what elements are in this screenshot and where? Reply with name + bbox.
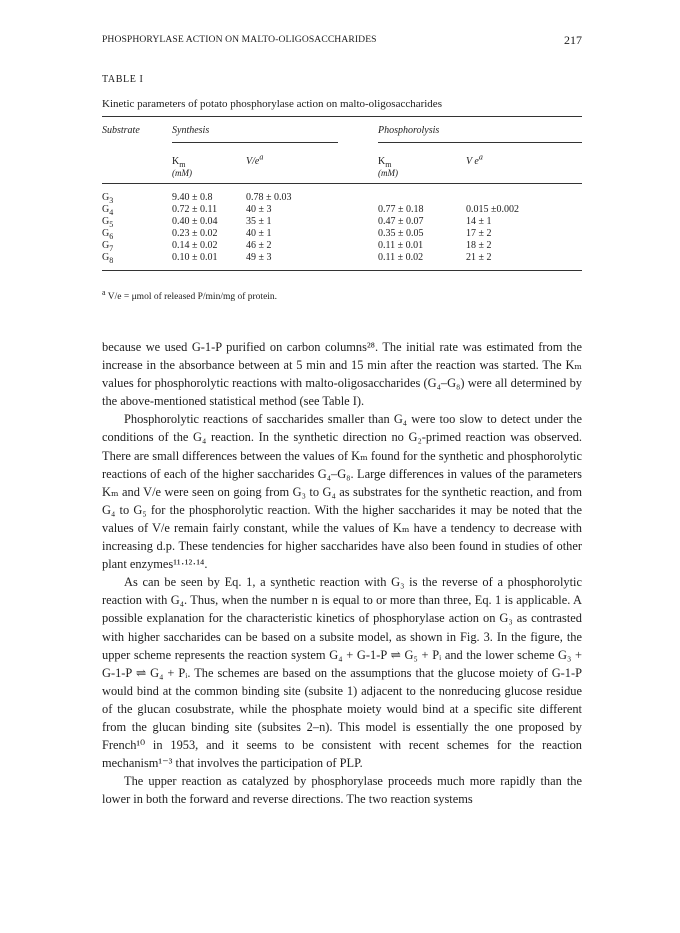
ve-synthesis-cell: 46 ± 2 — [246, 240, 272, 251]
table-row — [102, 240, 582, 252]
km-phosphorolysis-cell: 0.11 ± 0.02 — [378, 252, 424, 263]
km-synthesis-cell: 0.10 ± 0.01 — [172, 252, 218, 263]
km-phosphorolysis-cell: 0.11 ± 0.01 — [378, 240, 424, 251]
paragraph: because we used G-1-P purified on carbon columns²⁸. The initial rate was estimated from the increase in the absorbance between at 5 min and 15 min after the reaction was started. The Kₘ values for phosphorolytic reactions with malto-oligosaccharides (G₄–G₈) were all determined by the above-mentioned statistical method (see Table I). — [102, 340, 582, 409]
ve-synthesis-cell: 49 ± 3 — [246, 252, 272, 263]
synthesis-rule — [172, 142, 338, 143]
km-synthesis-header: $K_m$ — [172, 156, 186, 169]
km-synthesis-cell: 0.23 ± 0.02 — [172, 228, 218, 239]
table-row — [102, 204, 582, 216]
km-synthesis-cell: 9.40 ± 0.8 — [172, 192, 213, 203]
phosphorolysis-rule — [378, 142, 582, 143]
substrate-cell: $G_8$ — [102, 252, 114, 265]
ve-synthesis-header: $V/e^a$ — [246, 152, 264, 167]
substrate-cell: $G_4$ — [102, 204, 114, 217]
table-label: TABLE I — [102, 74, 144, 85]
table-caption: Kinetic parameters of potato phosphorylase action on malto-oligosaccharides — [102, 98, 442, 110]
km-phosphorolysis-unit: (mM) — [378, 168, 398, 178]
ve-synthesis-cell: 40 ± 3 — [246, 204, 272, 215]
table-row — [102, 192, 582, 204]
paragraph: The upper reaction as catalyzed by phosphorylase proceeds much more rapidly than the lower in both the forward and reverse directions. The two reaction systems — [102, 774, 582, 807]
synthesis-header: Synthesis — [172, 125, 210, 136]
km-phosphorolysis-header: $K_m$ — [378, 156, 392, 169]
page-number: 217 — [564, 33, 582, 47]
substrate-header: Substrate — [102, 125, 140, 136]
km-phosphorolysis-cell: 0.77 ± 0.18 — [378, 204, 424, 215]
running-head — [102, 34, 582, 50]
table-footnote: $^a$ V/e = μmol of released P/min/mg of protein. — [102, 287, 278, 302]
substrate-cell: $G_7$ — [102, 240, 114, 253]
substrate-cell: $G_6$ — [102, 228, 114, 241]
ve-synthesis-cell: 35 ± 1 — [246, 216, 272, 227]
running-head-title: PHOSPHORYLASE ACTION ON MALTO-OLIGOSACCHARIDES — [102, 34, 377, 45]
ve-synthesis-cell: 0.78 ± 0.03 — [246, 192, 292, 203]
substrate-cell: $G_3$ — [102, 192, 114, 205]
ve-phosphorolysis-cell: 18 ± 2 — [466, 240, 492, 251]
paragraph: As can be seen by Eq. 1, a synthetic reaction with G₃ is the reverse of a phosphorolytic reaction with G₄. Thus, when the number n is equal to or more than three, Eq. 1 is applicable. A possible explanation for the characteristic kinetics of phosphorylase action on G₃ as contrasted with higher saccharides can be based on a subsite model, as shown in Fig. 3. In the figure, the upper scheme represents the reaction system G₄ + G-1-P ⇌ G₅ + Pᵢ and the lower scheme G₃ + G-1-P ⇌ G₄ + Pᵢ. The schemes are based on the assumptions that the glucose moiety of G-1-P would bind at the common binding site (subsite 1) adjacent to the nonreducing glucose residue of the glucan cosubstrate, while the phosphate moiety would bind at a specific site different from the glucan binding site (subsites 2–n). This model is essentially the one proposed by French¹⁰ in 1953, and it seems to be consistent with recent schemes for the reaction mechanism¹⁻³ that involves the participation of PLP. — [102, 575, 582, 771]
table-row — [102, 216, 582, 228]
substrate-cell: $G_5$ — [102, 216, 114, 229]
ve-phosphorolysis-cell: 17 ± 2 — [466, 228, 492, 239]
km-synthesis-cell: 0.40 ± 0.04 — [172, 216, 218, 227]
table-top-rule — [102, 116, 582, 117]
table-header-rule — [102, 183, 582, 184]
ve-phosphorolysis-cell: 0.015 ±0.002 — [466, 204, 519, 215]
ve-phosphorolysis-cell: 21 ± 2 — [466, 252, 492, 263]
table-row — [102, 252, 582, 264]
km-synthesis-cell: 0.72 ± 0.11 — [172, 204, 218, 215]
km-phosphorolysis-cell: 0.47 ± 0.07 — [378, 216, 424, 227]
ve-phosphorolysis-cell: 14 ± 1 — [466, 216, 492, 227]
km-phosphorolysis-cell: 0.35 ± 0.05 — [378, 228, 424, 239]
ve-synthesis-cell: 40 ± 1 — [246, 228, 272, 239]
phosphorolysis-header: Phosphorolysis — [378, 125, 440, 136]
paragraph: Phosphorolytic reactions of saccharides smaller than G₄ were too slow to detect under the conditions of the G₄ reaction. In the synthetic direction no G₂-primed reaction was observed. There are small differences between the values of Kₘ found for the synthetic and phosphorolytic reactions of each of the higher saccharides G₄–G₈. Large differences in values of the parameters Kₘ and V/e were seen on going from G₃ to G₄ as substrates for the synthetic reaction, and from G₄ to G₅ for the phosphorolytic reaction. With the higher saccharides it may be noted that the values of V/e remain fairly constant, while the values of Kₘ have a tendency to decrease with increasing d.p. These tendencies for higher saccharides have also been found in studies of other plant enzymes¹¹·¹²·¹⁴. — [102, 412, 582, 572]
table-row — [102, 228, 582, 240]
km-synthesis-cell: 0.14 ± 0.02 — [172, 240, 218, 251]
ve-phosphorolysis-header: V $e^a$ — [466, 152, 483, 167]
table-bottom-rule — [102, 270, 582, 271]
km-synthesis-unit: (mM) — [172, 168, 192, 178]
body-text — [102, 338, 582, 808]
